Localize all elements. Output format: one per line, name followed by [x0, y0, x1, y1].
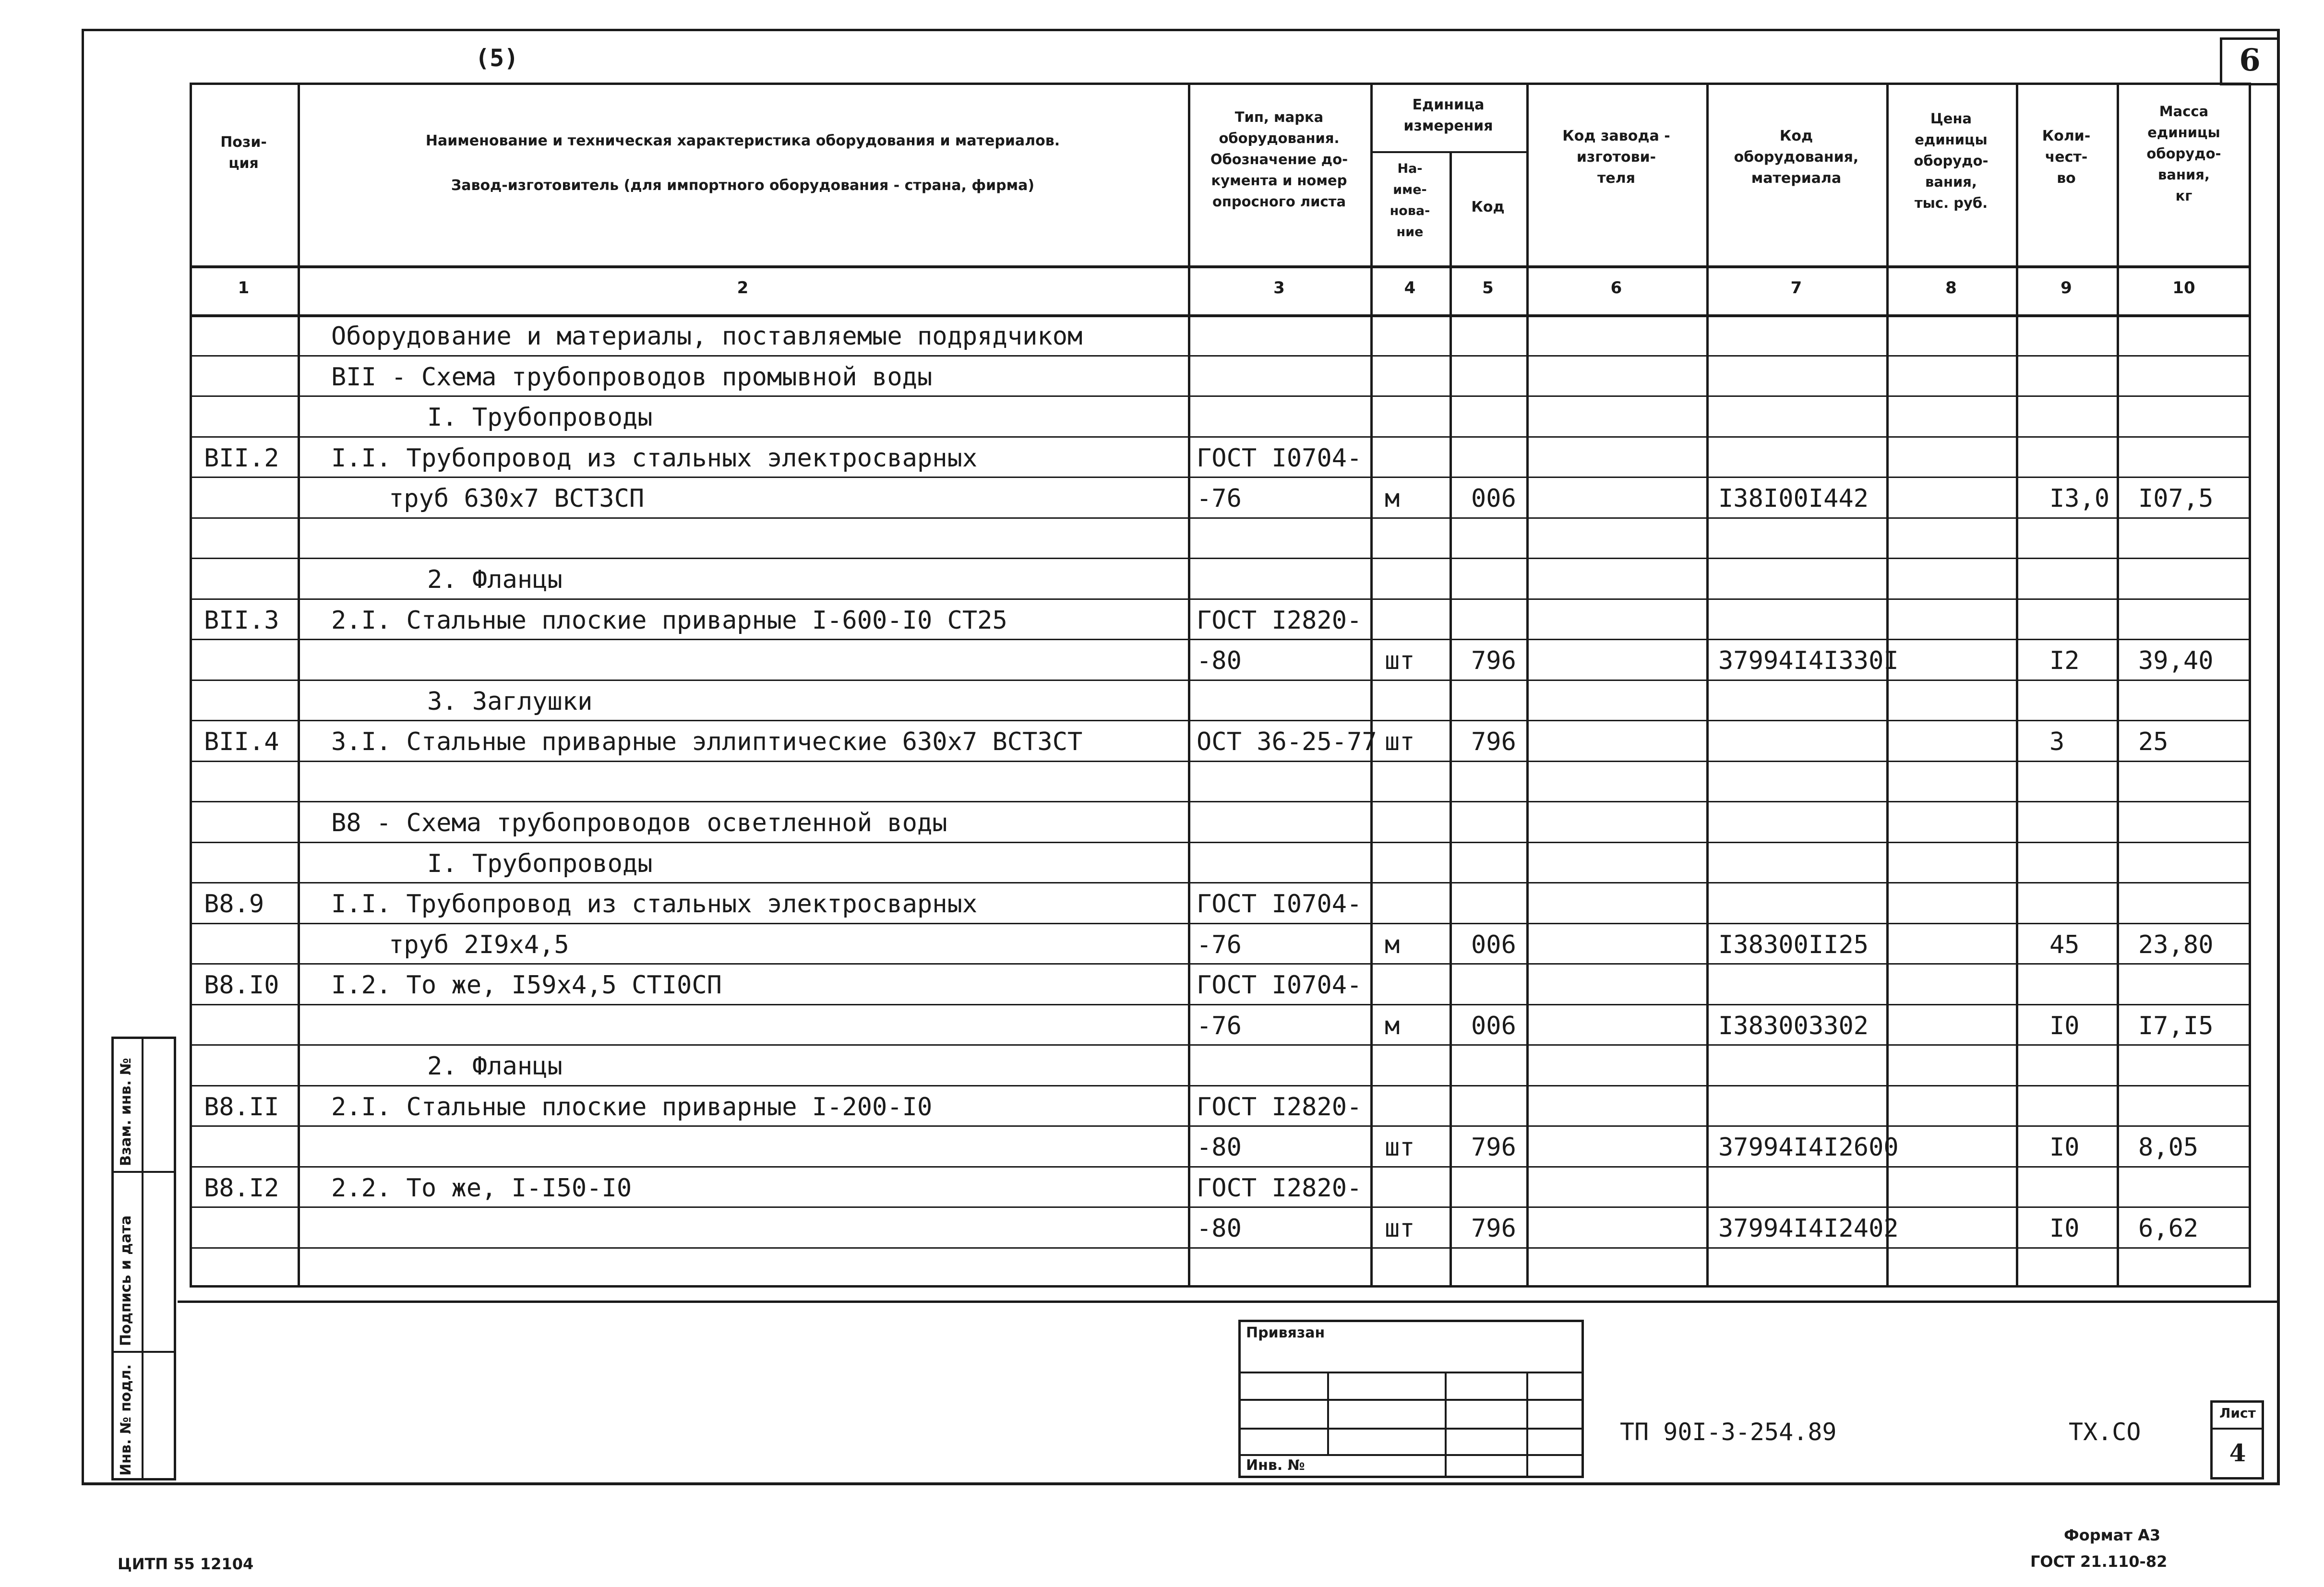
row-divider — [190, 639, 2251, 640]
row-name: 3.I. Стальные приварные эллиптические 630х7 ВСТ3СТ — [331, 728, 1083, 756]
row-name: I. Трубопроводы — [427, 403, 653, 432]
row-divider — [190, 1125, 2251, 1127]
row-name: 2. Фланцы — [427, 1052, 563, 1081]
row-position: В8.I2 — [204, 1173, 279, 1203]
row-name: труб 2I9х4,5 — [389, 930, 569, 959]
header-name-line1: Наименование и техническая характеристика оборудования и материалов. — [425, 132, 1060, 149]
row-quantity: I0 — [2049, 1133, 2080, 1162]
sheet-code: ТХ.СО — [2069, 1418, 2141, 1446]
side-strip-inner-v — [142, 1037, 144, 1480]
header-bottom-line — [190, 265, 2251, 268]
row-divider — [190, 517, 2251, 519]
row-name: В8 - Схема трубопроводов осветленной воды — [331, 809, 947, 837]
header-unit-code: Код — [1471, 199, 1505, 215]
bound-vline-2 — [1445, 1372, 1447, 1478]
row-mass: 39,40 — [2138, 646, 2214, 675]
row-unit: шт — [1385, 1214, 1415, 1243]
footer-gost: ГОСТ 21.110-82 — [2030, 1552, 2168, 1571]
row-position: В8.II — [204, 1092, 279, 1122]
column-divider — [1370, 83, 1373, 1288]
row-unit-code: 006 — [1471, 484, 1516, 513]
row-divider — [190, 1206, 2251, 1208]
row-type: ГОСТ I2820- — [1197, 1092, 1362, 1122]
row-position: В8.I0 — [204, 971, 279, 1000]
row-type: ГОСТ I0704- — [1197, 443, 1362, 473]
column-number: 6 — [1610, 278, 1622, 298]
side-label-inv-orig: Инв. № подл. — [118, 1364, 134, 1476]
bound-hline-2 — [1238, 1399, 1584, 1401]
row-position: BII.2 — [204, 443, 279, 473]
bound-hline-3 — [1238, 1428, 1584, 1430]
stamp-top-line — [178, 1301, 2280, 1303]
row-unit-code: 796 — [1471, 1214, 1516, 1243]
footer-format: Формат А3 — [2064, 1526, 2161, 1544]
column-divider — [298, 83, 300, 1288]
doc-code: ТП 90I-3-254.89 — [1620, 1418, 1837, 1446]
row-type: -76 — [1197, 930, 1242, 959]
row-divider — [190, 598, 2251, 600]
column-divider — [1886, 83, 1889, 1288]
row-type: -80 — [1197, 1133, 1242, 1162]
row-divider — [190, 680, 2251, 681]
row-divider — [190, 720, 2251, 721]
row-divider — [190, 1085, 2251, 1086]
row-divider — [190, 1004, 2251, 1005]
footer-left: ЦИТП 55 12104 — [118, 1555, 254, 1573]
row-material-code: I38300II25 — [1718, 930, 1869, 959]
side-label-signature-date: Подпись и дата — [118, 1215, 134, 1346]
header-unit-price: Цена единицы оборудо- вания, тыс. руб. — [1914, 110, 1989, 211]
section-mark: (5) — [475, 44, 519, 72]
row-mass: I07,5 — [2138, 484, 2214, 513]
header-unit-mass: Масса единицы оборудо- вания, кг — [2146, 103, 2221, 204]
column-number: 5 — [1482, 278, 1494, 298]
row-name: I.2. То же, I59х4,5 СТI0СП — [331, 971, 722, 1000]
row-mass: 6,62 — [2138, 1214, 2199, 1243]
row-material-code: I38I00I442 — [1718, 484, 1869, 513]
column-number: 7 — [1790, 278, 1802, 298]
bound-vline-1 — [1327, 1372, 1329, 1456]
row-name: 2.2. То же, I-I50-I0 — [331, 1173, 632, 1203]
row-unit: шт — [1385, 646, 1415, 675]
row-unit-code: 796 — [1471, 1133, 1516, 1162]
row-name: 3. Заглушки — [427, 687, 593, 716]
row-type: -76 — [1197, 484, 1242, 513]
row-divider — [190, 558, 2251, 559]
row-name: I.I. Трубопровод из стальных электросварных — [331, 443, 978, 473]
row-quantity: 45 — [2049, 930, 2080, 959]
row-divider — [190, 923, 2251, 924]
column-number: 8 — [1945, 278, 1957, 298]
column-divider — [1526, 83, 1529, 1288]
row-name: I. Трубопроводы — [427, 849, 653, 878]
sheet-no-divider — [2210, 1428, 2264, 1430]
row-divider — [190, 1166, 2251, 1168]
column-divider — [1706, 83, 1709, 1288]
row-type: -76 — [1197, 1011, 1242, 1040]
column-number: 4 — [1404, 278, 1416, 298]
row-type: -80 — [1197, 1214, 1242, 1243]
bound-hline-4 — [1238, 1454, 1584, 1456]
row-quantity: I2 — [2049, 646, 2080, 675]
row-position: BII.3 — [204, 606, 279, 635]
header-name-line2: Завод-изготовитель (для импортного оборудования - страна, фирма) — [451, 177, 1035, 194]
row-divider — [190, 963, 2251, 965]
row-divider — [190, 801, 2251, 802]
row-position: BII.4 — [204, 728, 279, 756]
row-unit: м — [1385, 484, 1400, 513]
unit-subheader-line — [1370, 151, 1526, 153]
row-name: BII - Схема трубопроводов промывной воды — [331, 362, 933, 392]
column-number: 3 — [1273, 278, 1285, 298]
row-mass: 23,80 — [2138, 930, 2214, 959]
row-material-code: I383003302 — [1718, 1011, 1869, 1040]
side-strip-h1 — [111, 1171, 176, 1173]
bound-vline-3 — [1526, 1372, 1528, 1478]
inv-no-label: Инв. № — [1246, 1457, 1305, 1474]
row-quantity: 3 — [2049, 728, 2065, 756]
row-name: I.I. Трубопровод из стальных электросварных — [331, 890, 978, 919]
column-divider — [1188, 83, 1190, 1288]
column-number: 2 — [737, 278, 749, 298]
row-name: 2.I. Стальные плоские приварные I-600-I0 СТ25 — [331, 606, 1007, 635]
column-number: 1 — [238, 278, 250, 298]
sheet-number: 4 — [2229, 1439, 2246, 1467]
row-type: ГОСТ I2820- — [1197, 606, 1362, 635]
sheet-corner-number: 6 — [2239, 42, 2261, 78]
bound-hline-1 — [1238, 1372, 1584, 1373]
row-name: Оборудование и материалы, поставляемые подрядчиком — [331, 322, 1083, 351]
row-divider — [190, 1044, 2251, 1046]
row-mass: 25 — [2138, 728, 2168, 756]
row-material-code: 37994I4I330I — [1718, 646, 1899, 675]
row-name: 2.I. Стальные плоские приварные I-200-I0 — [331, 1092, 933, 1122]
side-label-replace-inv: Взам. инв. № — [118, 1058, 134, 1166]
sheet-label: Лист — [2219, 1405, 2256, 1421]
row-quantity: I0 — [2049, 1214, 2080, 1243]
row-type: ГОСТ I0704- — [1197, 971, 1362, 1000]
row-unit: шт — [1385, 728, 1415, 756]
row-position: В8.9 — [204, 890, 264, 919]
row-unit-code: 006 — [1471, 930, 1516, 959]
row-divider — [190, 477, 2251, 478]
row-unit: м — [1385, 1011, 1400, 1040]
row-divider — [190, 761, 2251, 762]
side-strip-h2 — [111, 1351, 176, 1353]
row-mass: I7,I5 — [2138, 1011, 2214, 1040]
row-unit-code: 796 — [1471, 728, 1516, 756]
header-unit: Единица измерения — [1403, 96, 1493, 134]
row-divider — [190, 355, 2251, 357]
header-type-mark: Тип, марка оборудования. Обозначение до- кумента и номер опросного листа — [1210, 109, 1348, 210]
row-divider — [190, 842, 2251, 843]
row-material-code: 37994I4I2600 — [1718, 1133, 1899, 1162]
row-type: -80 — [1197, 646, 1242, 675]
row-unit: м — [1385, 930, 1400, 959]
header-position: Пози- ция — [220, 134, 267, 172]
bound-label: Привязан — [1246, 1324, 1325, 1341]
row-divider — [190, 1247, 2251, 1249]
row-name: 2. Фланцы — [427, 565, 563, 594]
column-divider — [2117, 83, 2119, 1288]
row-unit-code: 006 — [1471, 1011, 1516, 1040]
column-number: 9 — [2060, 278, 2072, 298]
colnum-bottom-line — [190, 314, 2251, 317]
row-divider — [190, 395, 2251, 397]
row-divider — [190, 436, 2251, 438]
header-maker-code: Код завода - изготови- теля — [1562, 128, 1670, 187]
row-material-code: 37994I4I2402 — [1718, 1214, 1899, 1243]
row-type: ГОСТ I0704- — [1197, 890, 1362, 919]
row-name: труб 630х7 ВСТ3СП — [389, 484, 645, 513]
column-number: 10 — [2172, 278, 2195, 298]
row-type: ОСТ 36-25-77 — [1197, 728, 1377, 756]
row-mass: 8,05 — [2138, 1133, 2199, 1162]
header-unit-name: На- име- нова- ние — [1390, 161, 1430, 239]
row-quantity: I3,0 — [2049, 484, 2110, 513]
header-material-code: Код оборудования, материала — [1734, 128, 1859, 187]
row-divider — [190, 882, 2251, 883]
row-unit-code: 796 — [1471, 646, 1516, 675]
row-unit: шт — [1385, 1133, 1415, 1162]
column-divider — [2016, 83, 2018, 1288]
column-divider — [1450, 83, 1452, 1288]
row-quantity: I0 — [2049, 1011, 2080, 1040]
header-quantity: Коли- чест- во — [2042, 128, 2091, 187]
row-type: ГОСТ I2820- — [1197, 1173, 1362, 1203]
